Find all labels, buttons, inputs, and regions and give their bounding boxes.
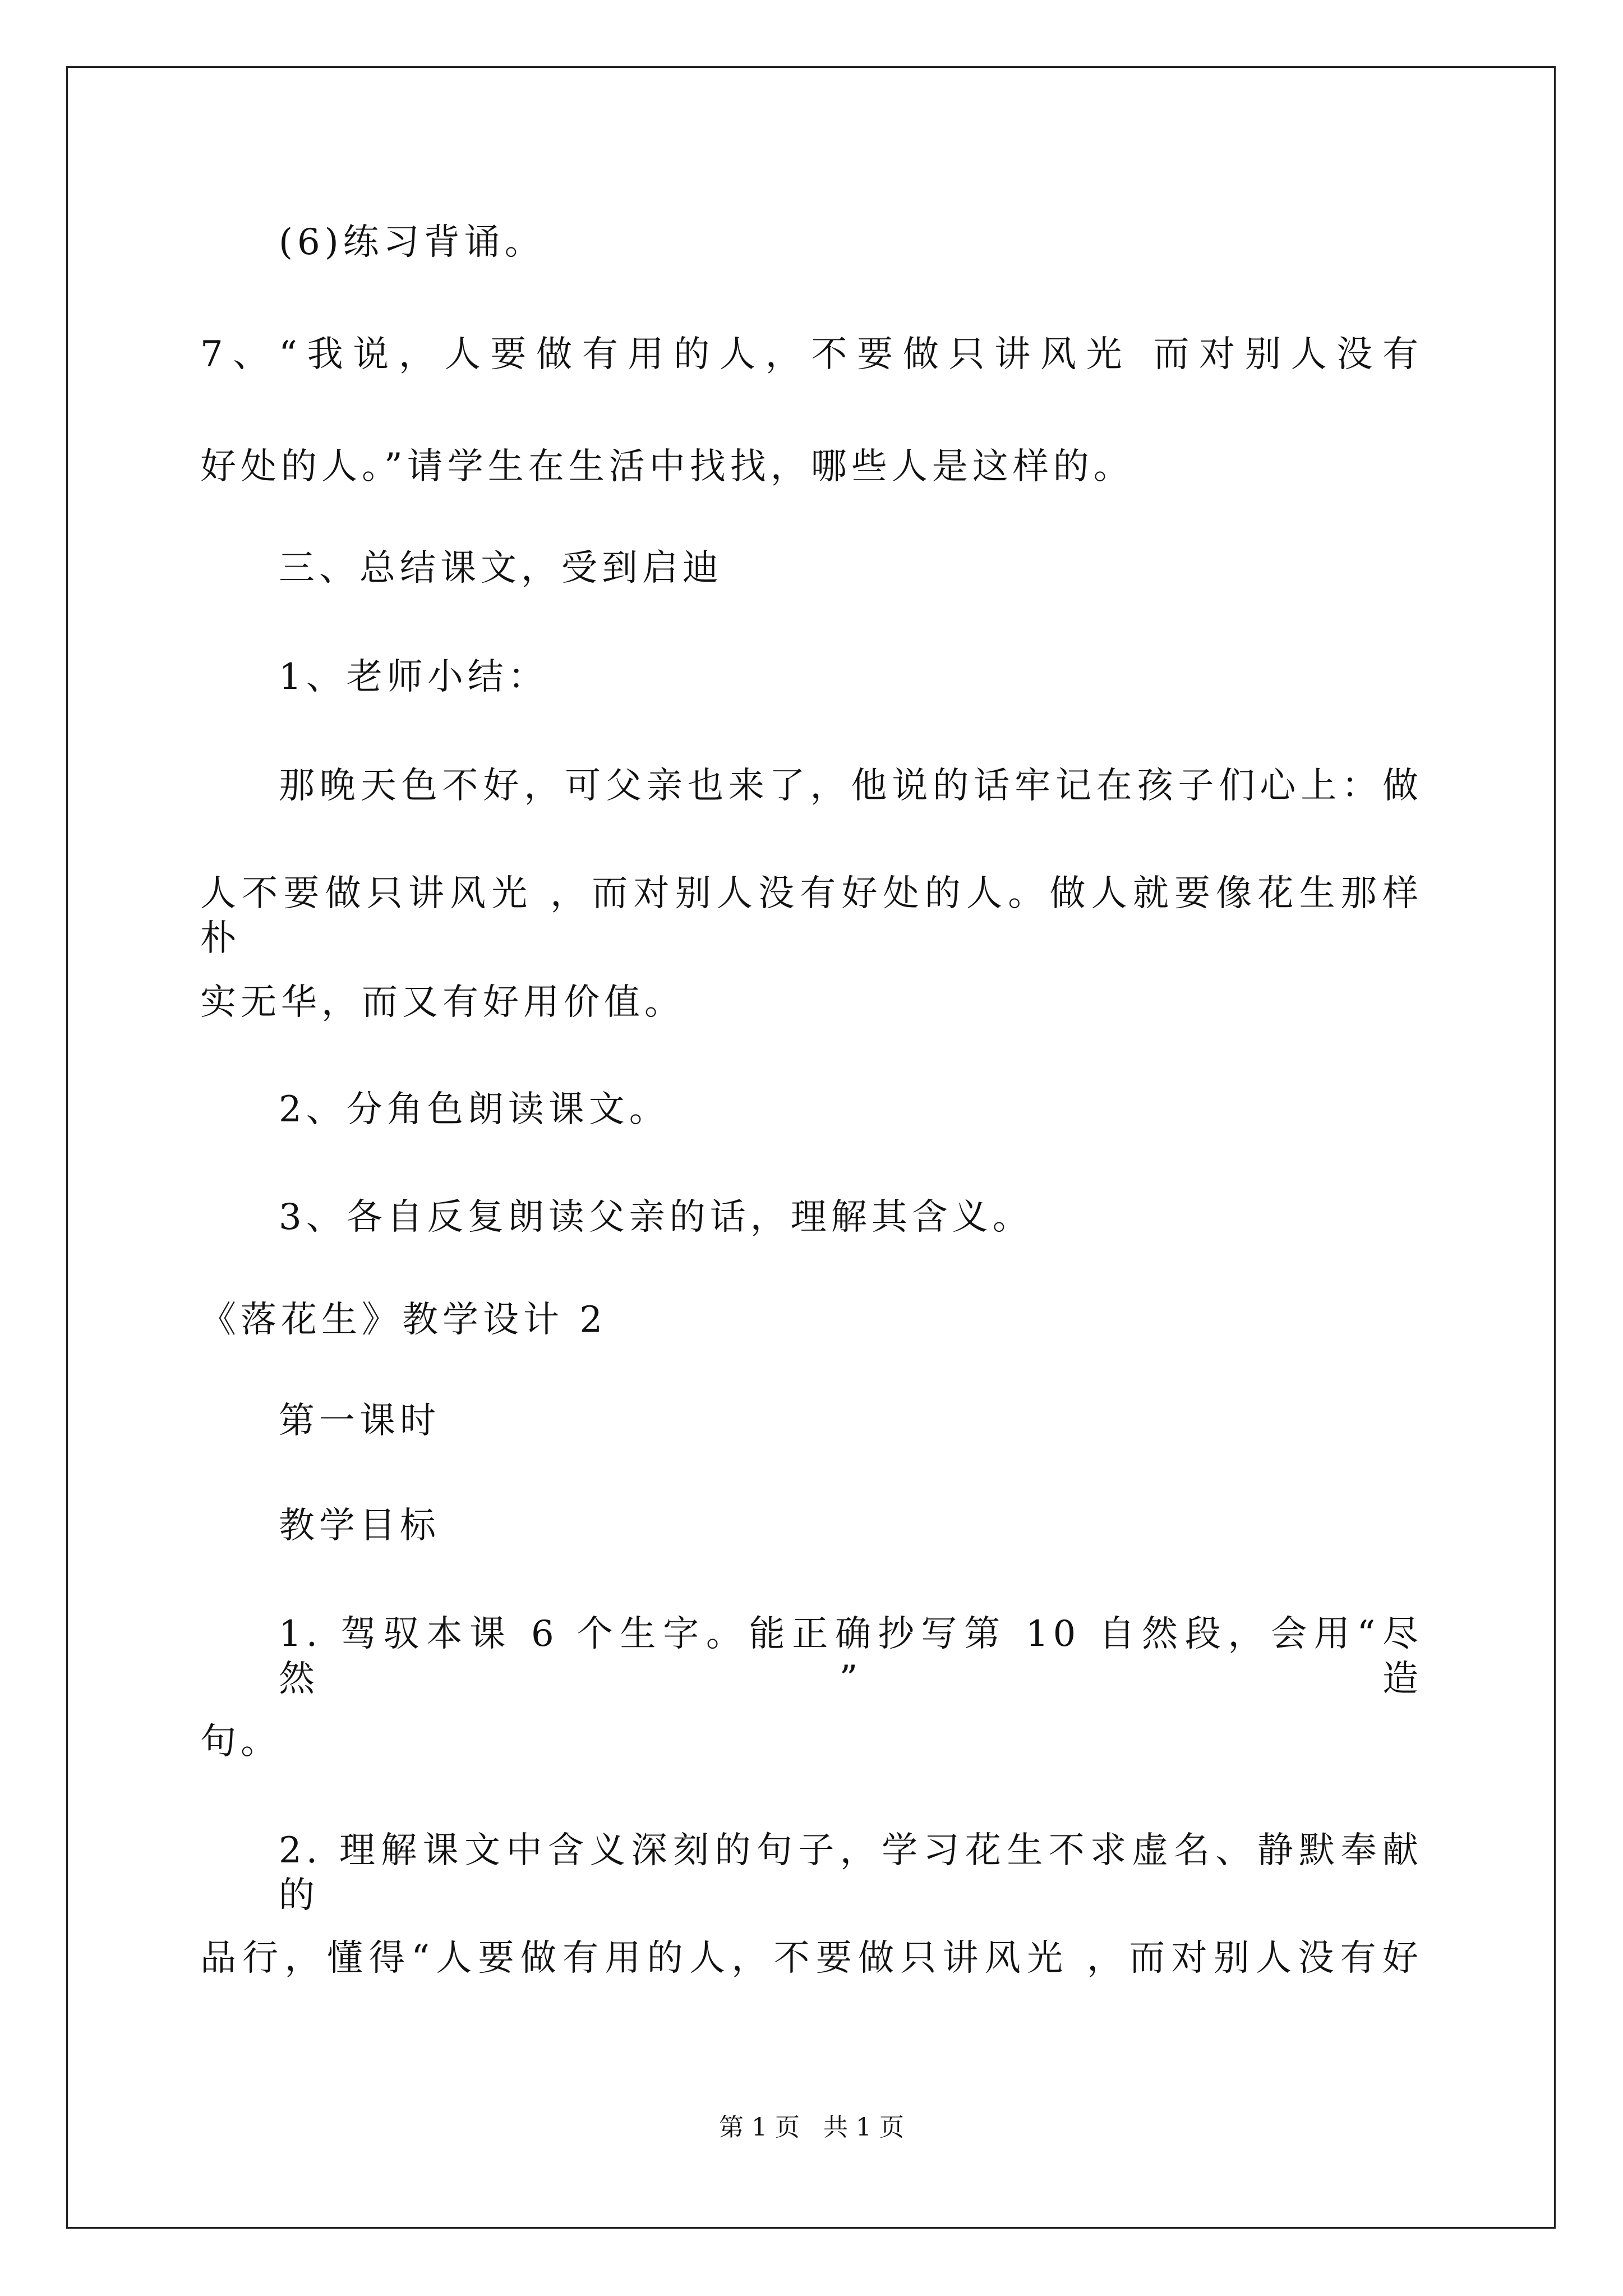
paragraph-teacher-summary: 1、老师小结： bbox=[279, 656, 548, 698]
paragraph-goal-1-line-1: 1. 驾驭本课 6 个生字。能正确抄写第 10 自然段，会用“尽然”造 bbox=[279, 1613, 1423, 1700]
paragraph-goal-2-line-1: 2. 理解课文中含义深刻的句子，学习花生不求虚名、静默奉献的 bbox=[279, 1830, 1423, 1916]
paragraph-father-words-line-1: 那晚天色不好，可父亲也来了，他说的话牢记在孩子们心上：做 bbox=[279, 765, 1423, 807]
paragraph-goal-2-line-2: 品行，懂得“人要做有用的人，不要做只讲风光 ，而对别人没有好 bbox=[200, 1938, 1423, 1979]
paragraph-quote-line-2: 好处的人。”请学生在生活中找找，哪些人是这样的。 bbox=[200, 446, 1134, 487]
section-title: 《落花生》教学设计 2 bbox=[200, 1299, 607, 1341]
paragraph-repeat-reading: 3、各自反复朗读父亲的话，理解其含义。 bbox=[279, 1197, 1033, 1238]
paragraph-role-reading: 2、分角色朗读课文。 bbox=[279, 1089, 670, 1130]
paragraph-teaching-goals: 教学目标 bbox=[279, 1505, 440, 1547]
paragraph-goal-1-line-2: 句。 bbox=[200, 1721, 281, 1763]
page-footer: 第 1 页 共 1 页 bbox=[719, 2113, 904, 2142]
paragraph-father-words-line-2: 人不要做只讲风光 ，而对别人没有好处的人。做人就要像花生那样朴 bbox=[200, 873, 1423, 959]
paragraph-first-lesson: 第一课时 bbox=[279, 1400, 440, 1442]
paragraph-father-words-line-3: 实无华，而又有好用价值。 bbox=[200, 982, 685, 1023]
paragraph-practice-recite: (6)练习背诵。 bbox=[279, 222, 545, 263]
heading-summary: 三、总结课文，受到启迪 bbox=[279, 547, 723, 589]
paragraph-quote-line-1: 7、“我说，人要做有用的人，不要做只讲风光 而对别人没有 bbox=[200, 334, 1423, 375]
